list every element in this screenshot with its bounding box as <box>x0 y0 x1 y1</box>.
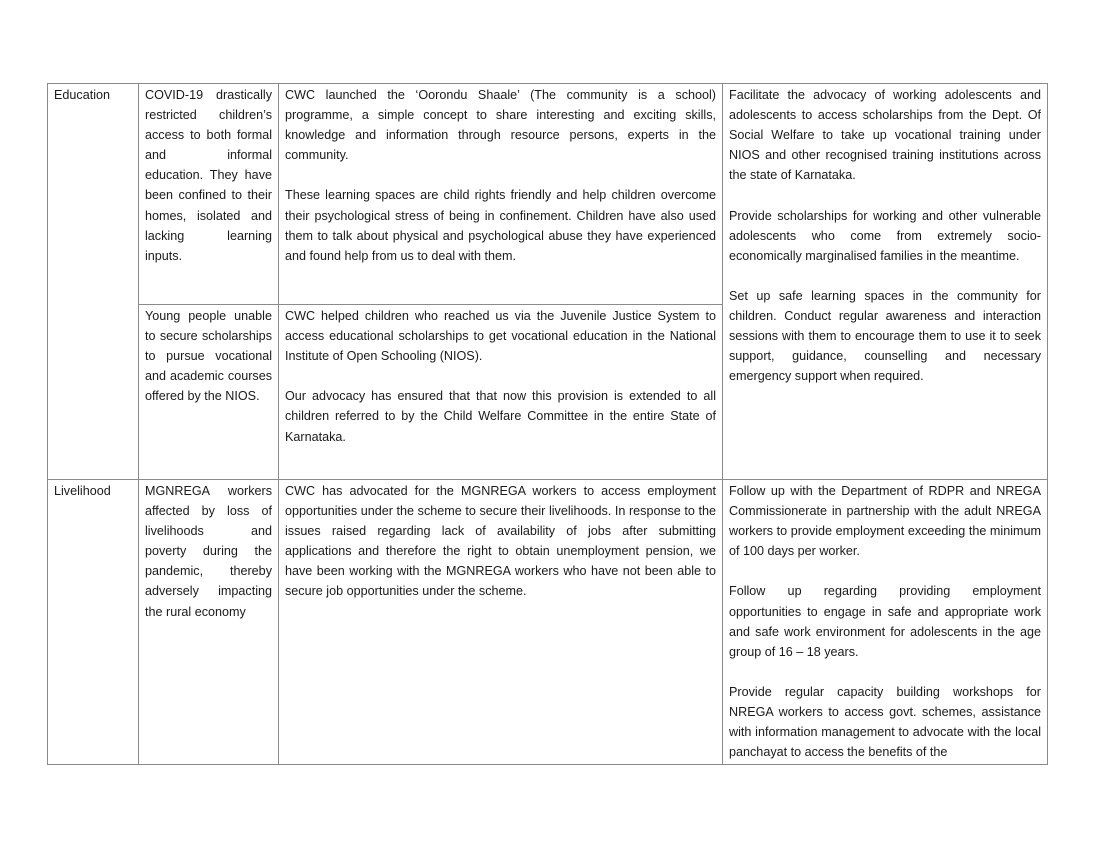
area-cell-education <box>48 84 139 480</box>
action-cell <box>279 84 723 305</box>
report-table <box>47 83 1048 765</box>
action-paragraph: CWC launched the ‘Oorondu Shaale’ (The community is a school) programme, a simple concept to share interesting and exciting skills, knowledge and information through resource persons, experts in the community. <box>285 88 716 163</box>
area-label: Education <box>54 88 111 102</box>
action-paragraph: CWC has advocated for the MGNREGA workers to access employment opportunities under the scheme to secure their livelihoods. In response to the issues raised regarding lack of availability of jobs after submitting applications and therefore the right to obtain unemployment pension, we have been working with the MGNREGA workers who have not been able to secure job opportunities under the scheme. <box>285 484 716 599</box>
plan-cell <box>723 480 1048 765</box>
table-row <box>48 84 1048 305</box>
plan-paragraph: Provide scholarships for working and other vulnerable adolescents who come from extremely socio-economically marginalised families in the meantime. <box>729 208 1041 263</box>
issue-text: MGNREGA workers affected by loss of livelihoods and poverty during the pandemic, thereby adversely impacting the rural economy <box>145 484 272 619</box>
issue-text: Young people unable to secure scholarships to pursue vocational and academic courses offered by the NIOS. <box>145 309 272 404</box>
area-cell-livelihood <box>48 480 139 765</box>
issue-cell <box>139 480 279 765</box>
plan-cell <box>723 84 1048 480</box>
action-paragraph: Our advocacy has ensured that that now this provision is extended to all children referred to by the Child Welfare Committee in the entire State of Karnataka. <box>285 389 716 444</box>
table-row <box>48 480 1048 765</box>
action-cell <box>279 480 723 765</box>
issue-cell <box>139 305 279 480</box>
plan-paragraph: Follow up with the Department of RDPR and NREGA Commissionerate in partnership with the adult NREGA workers to provide employment exceeding the minimum of 100 days per worker. <box>729 484 1041 559</box>
plan-paragraph: Follow up regarding providing employment opportunities to engage in safe and appropriate work and safe work environment for adolescents in the age group of 16 – 18 years. <box>729 584 1041 659</box>
action-paragraph: These learning spaces are child rights friendly and help children overcome their psychological stress of being in confinement. Children have also used them to talk about physical and psychological abuse they have experienced and found help from us to deal with them. <box>285 188 716 263</box>
issue-cell <box>139 84 279 305</box>
issue-text: COVID-19 drastically restricted children’s access to both formal and informal education. They have been confined to their homes, isolated and lacking learning inputs. <box>145 88 272 263</box>
plan-paragraph: Facilitate the advocacy of working adolescents and adolescents to access scholarships from the Dept. Of Social Welfare to take up vocational training under NIOS and other recognised training institutions across the state of Karnataka. <box>729 88 1041 183</box>
plan-paragraph: Provide regular capacity building workshops for NREGA workers to access govt. schemes, assistance with information management to advocate with the local panchayat to access the benefits of the <box>729 684 1041 760</box>
plan-paragraph: Set up safe learning spaces in the community for children. Conduct regular awareness and interaction sessions with them to encourage them to use it to seek support, guidance, counselling and necessary emergency support when required. <box>729 288 1041 384</box>
area-label: Livelihood <box>54 484 111 498</box>
action-cell <box>279 305 723 480</box>
action-paragraph: CWC helped children who reached us via the Juvenile Justice System to access educational scholarships to get vocational education in the National Institute of Open Schooling (NIOS). <box>285 309 716 364</box>
